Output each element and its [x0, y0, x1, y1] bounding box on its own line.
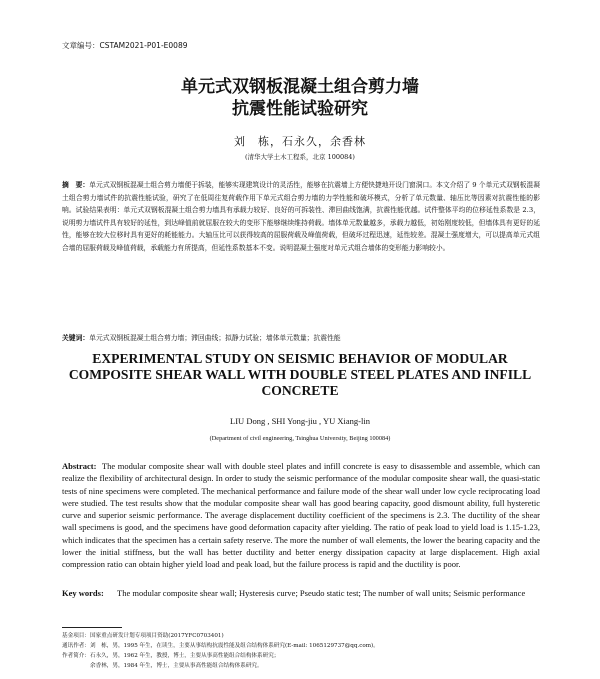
english-authors: LIU Dong , SHI Yong-jiu , YU Xiang-lin	[230, 416, 370, 426]
footnote-author-bio-1: 作者简介：石永久，男，1962 年生，教授，博士，主要从事高性能组合结构体系研究；	[62, 653, 280, 659]
chinese-affiliation: (清华大学土木工程系，北京 100084)	[245, 153, 355, 161]
english-abstract	[62, 460, 540, 571]
footnote-author-bio-2: 余香林，男，1984 年生，博士，主要从事高性能组合结构体系研究。	[62, 663, 263, 669]
english-abstract-text: The modular composite shear wall with double steel plates and infill concrete is easy to disassemble and assemble, which can realize the flexibility of architectural design. In order to study the seismic performance of the modular composite shear wall, the quasi-static tests of nine specimens were completed. The mechanical performance and failure mode of the shear wall under low cycle reciprocating load were studied. The test results show that the modular composite shear wall has good bearing capacity, good dismount ability, full hysteretic curve and superior seismic performance. The average displacement ductility coefficient of the specimens is 2.3. The ductility of the shear wall specimens is good, and the specimens have good deformation capacity after yielding. The ratio of peak load to yield load is 1.15-1.23, which indicates that the specimen has a certain safety reserve. The more the number of wall elements, the lower the bearing capacity and the lower the initial stiffness, but the wall has better ductility and better energy dissipation capacity at large displacement. High axial compression ratio can obtain higher yield load and peak load, but the failure process is rapid and the ductility is poor.	[62, 461, 540, 570]
article-number: 文章编号：CSTAM2021-P01-E0089	[62, 41, 188, 50]
footnotes	[62, 631, 540, 671]
english-title-line-1: EXPERIMENTAL STUDY ON SEISMIC BEHAVIOR OF MODULAR	[92, 351, 508, 366]
footnote-divider	[62, 627, 122, 628]
chinese-title-line-1: 单元式双钢板混凝土组合剪力墙	[181, 77, 419, 97]
chinese-title	[0, 76, 600, 120]
chinese-title-line-2: 抗震性能试验研究	[232, 99, 368, 119]
english-title	[0, 351, 600, 399]
chinese-abstract-text: 单元式双钢板混凝土组合剪力墙便于拆装，能够实现建筑设计的灵活性，能够在抗震墙上方便快捷地开设门窗洞口。本文介绍了 9 个单元式双钢板混凝土组合剪力墙试件的抗震性能试验，研究了在低周往复荷载作用下单元式组合剪力墙的力学性能和破坏模式，分析了单元数量、轴压比等因素对抗震性能的影响。试验结果表明：单元式双钢板混凝土组合剪力墙具有承载力较好、良好的可拆装性、滞回曲线饱满，抗震性能优越。试件整体平均的位移延性系数是 2.3，说明剪力墙试件具有较好的延性，到达峰值前就屈服在较大的变形下能够继续维持荷载。墙体单元数量越多，承载力越低，初始刚度较低，但墙体具有更好的延性，能够在较大位移时具有更好的耗能能力。大轴压比可以获得较高的屈服荷载及峰值荷载，但破坏过程迅速，延性较差。混凝土强度增大，可以提高单元式组合墙的屈服荷载及峰值荷载，承载能力有所提高，但延性系数基本不变。说明混凝土强度对单元式组合墙体的变形能力影响较小。	[62, 181, 540, 252]
english-abstract-label: Abstract:	[62, 461, 97, 471]
chinese-abstract	[62, 179, 540, 254]
english-title-line-3: CONCRETE	[261, 383, 339, 398]
english-affiliation: (Department of civil engineering, Tsinghua University, Beijing 100084)	[209, 435, 391, 442]
chinese-authors: 刘 栋，石永久，余香林	[234, 135, 366, 148]
chinese-abstract-label: 摘 要：	[62, 181, 90, 189]
english-title-line-2: COMPOSITE SHEAR WALL WITH DOUBLE STEEL PLATES AND INFILL	[68, 367, 532, 382]
footnote-corresponding-author: 通讯作者：刘 栋，男，1995 年生，在读生，主要从事结构抗震性能及组合结构体系研究(E-mail: 1065129737@qq.com)。	[62, 643, 379, 649]
footnote-funding: 基金项目：国家重点研发计划专项项目资助(2017YFC0703401)	[62, 633, 224, 639]
english-keywords-text: The modular composite shear wall; Hysteresis curve; Pseudo static test; The number of wall units; Seismic performance	[117, 588, 526, 598]
english-keywords	[62, 587, 540, 599]
chinese-keywords-label: 关键词：	[62, 334, 90, 342]
chinese-keywords-text: 单元式双钢板混凝土组合剪力墙；滞回曲线；拟静力试验；墙体单元数量；抗震性能	[89, 334, 341, 342]
english-keywords-label: Key words:	[62, 588, 104, 598]
chinese-keywords	[62, 333, 540, 343]
